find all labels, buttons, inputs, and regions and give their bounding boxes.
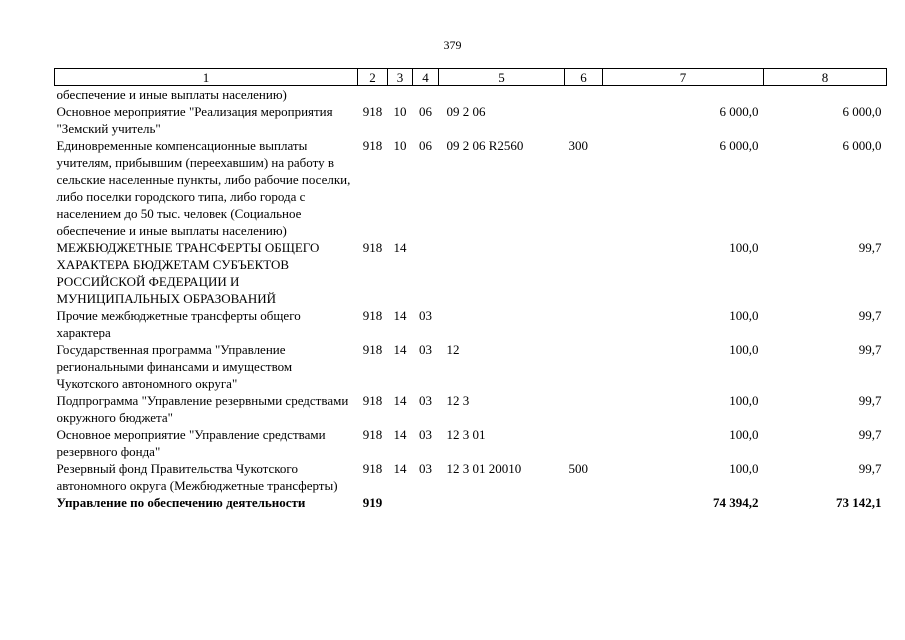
- planned-amount: 100,0: [729, 393, 759, 408]
- ministry-code: 918: [362, 138, 383, 153]
- subsection-code: [413, 86, 439, 104]
- executed-amount: 6 000,0: [842, 104, 882, 119]
- section-code: 14: [393, 308, 407, 323]
- section-code: 14: [393, 393, 407, 408]
- table-row: [55, 239, 887, 307]
- planned-amount: 100,0: [729, 240, 759, 255]
- target-article-code: 12 3 01: [446, 427, 486, 442]
- expense-type-code: [565, 426, 603, 460]
- table-row: [55, 86, 887, 104]
- subsection-code: 03: [419, 308, 432, 323]
- section-code: [388, 86, 413, 104]
- row-description: Управление по обеспечению деятельности: [56, 495, 306, 510]
- row-description: обеспечение и иные выплаты населению): [56, 87, 287, 102]
- row-description: Основное мероприятие "Реализация мероприятия "Земский учитель": [56, 104, 333, 136]
- executed-amount: 99,7: [858, 461, 882, 476]
- row-description: Основное мероприятие "Управление средствами резервного фонда": [56, 427, 326, 459]
- planned-amount: 100,0: [729, 308, 759, 323]
- expense-type-code: [565, 86, 603, 104]
- expense-type-code: [565, 341, 603, 392]
- expense-type-code: 300: [568, 138, 588, 153]
- subsection-code: 06: [419, 104, 432, 119]
- ministry-code: 918: [362, 342, 383, 357]
- target-article-code: [439, 239, 565, 307]
- column-header: 8: [764, 69, 887, 86]
- table-row: [55, 392, 887, 426]
- table-body: [55, 86, 887, 512]
- target-article-code: 09 2 06: [446, 104, 486, 119]
- table-row: [55, 426, 887, 460]
- row-description: Единовременные компенсационные выплаты учителям, прибывшим (переехавшим) на работу в сельские населенные пункты, либо рабочие поселки, либо поселки городского типа, либо города с населением до 50 тыс. человек (Социальное обеспечение и иные выплаты населению): [56, 138, 351, 238]
- target-article-code: 09 2 06 R2560: [446, 138, 524, 153]
- planned-amount: 100,0: [729, 427, 759, 442]
- target-article-code: 12: [446, 342, 460, 357]
- executed-amount: 99,7: [858, 308, 882, 323]
- subsection-code: 03: [419, 461, 432, 476]
- column-header: 2: [358, 69, 388, 86]
- table-row: [55, 103, 887, 137]
- section-code: 14: [393, 240, 407, 255]
- target-article-code: 12 3 01 20010: [446, 461, 522, 476]
- expense-type-code: [565, 392, 603, 426]
- expense-type-code: [565, 239, 603, 307]
- column-header: 7: [603, 69, 764, 86]
- section-code: 14: [393, 427, 407, 442]
- target-article-code: [439, 494, 565, 511]
- column-header: 5: [439, 69, 565, 86]
- ministry-code: 919: [362, 495, 383, 510]
- executed-amount: 73 142,1: [836, 495, 882, 510]
- row-description: МЕЖБЮДЖЕТНЫЕ ТРАНСФЕРТЫ ОБЩЕГО ХАРАКТЕРА БЮДЖЕТАМ СУБЪЕКТОВ РОССИЙСКОЙ ФЕДЕРАЦИИ И МУНИЦИПАЛЬНЫХ ОБРАЗОВАНИЙ: [56, 240, 320, 306]
- ministry-code: 918: [362, 240, 383, 255]
- target-article-code: [439, 307, 565, 341]
- planned-amount: 74 394,2: [713, 495, 759, 510]
- table-row: [55, 460, 887, 494]
- table-row: [55, 341, 887, 392]
- subsection-code: 03: [419, 342, 432, 357]
- executed-amount: 6 000,0: [842, 138, 882, 153]
- expense-type-code: [565, 307, 603, 341]
- subsection-code: [413, 494, 439, 511]
- section-code: 10: [393, 138, 407, 153]
- expense-type-code: [565, 103, 603, 137]
- executed-amount: 99,7: [858, 393, 882, 408]
- budget-table: [54, 68, 887, 511]
- planned-amount: [603, 86, 764, 104]
- ministry-code: 918: [362, 427, 383, 442]
- ministry-code: 918: [362, 104, 383, 119]
- executed-amount: 99,7: [858, 427, 882, 442]
- planned-amount: 100,0: [729, 342, 759, 357]
- table-row: [55, 494, 887, 511]
- section-code: 14: [393, 342, 407, 357]
- subsection-code: 03: [419, 393, 432, 408]
- ministry-code: 918: [362, 461, 383, 476]
- section-code: 14: [393, 461, 407, 476]
- subsection-code: [413, 239, 439, 307]
- row-description: Прочие межбюджетные трансферты общего характера: [56, 308, 301, 340]
- executed-amount: [764, 86, 887, 104]
- target-article-code: 12 3: [446, 393, 470, 408]
- ministry-code: [358, 86, 388, 104]
- section-code: [388, 494, 413, 511]
- row-description: Резервный фонд Правительства Чукотского автономного округа (Межбюджетные трансферты): [56, 461, 338, 493]
- target-article-code: [439, 86, 565, 104]
- planned-amount: 6 000,0: [719, 138, 759, 153]
- column-header: 3: [388, 69, 413, 86]
- planned-amount: 100,0: [729, 461, 759, 476]
- column-header: 6: [565, 69, 603, 86]
- ministry-code: 918: [362, 393, 383, 408]
- column-header: 1: [55, 69, 358, 86]
- expense-type-code: [565, 494, 603, 511]
- section-code: 10: [393, 104, 407, 119]
- subsection-code: 03: [419, 427, 432, 442]
- executed-amount: 99,7: [858, 342, 882, 357]
- table-row: [55, 307, 887, 341]
- row-description: Подпрограмма "Управление резервными средствами окружного бюджета": [56, 393, 349, 425]
- planned-amount: 6 000,0: [719, 104, 759, 119]
- subsection-code: 06: [419, 138, 432, 153]
- expense-type-code: 500: [568, 461, 588, 476]
- table-row: [55, 137, 887, 239]
- page-number: 379: [443, 38, 462, 52]
- column-header: 4: [413, 69, 439, 86]
- table-header-row: [55, 69, 887, 86]
- executed-amount: 99,7: [858, 240, 882, 255]
- row-description: Государственная программа "Управление региональными финансами и имуществом Чукотского автономного округа": [56, 342, 293, 391]
- ministry-code: 918: [362, 308, 383, 323]
